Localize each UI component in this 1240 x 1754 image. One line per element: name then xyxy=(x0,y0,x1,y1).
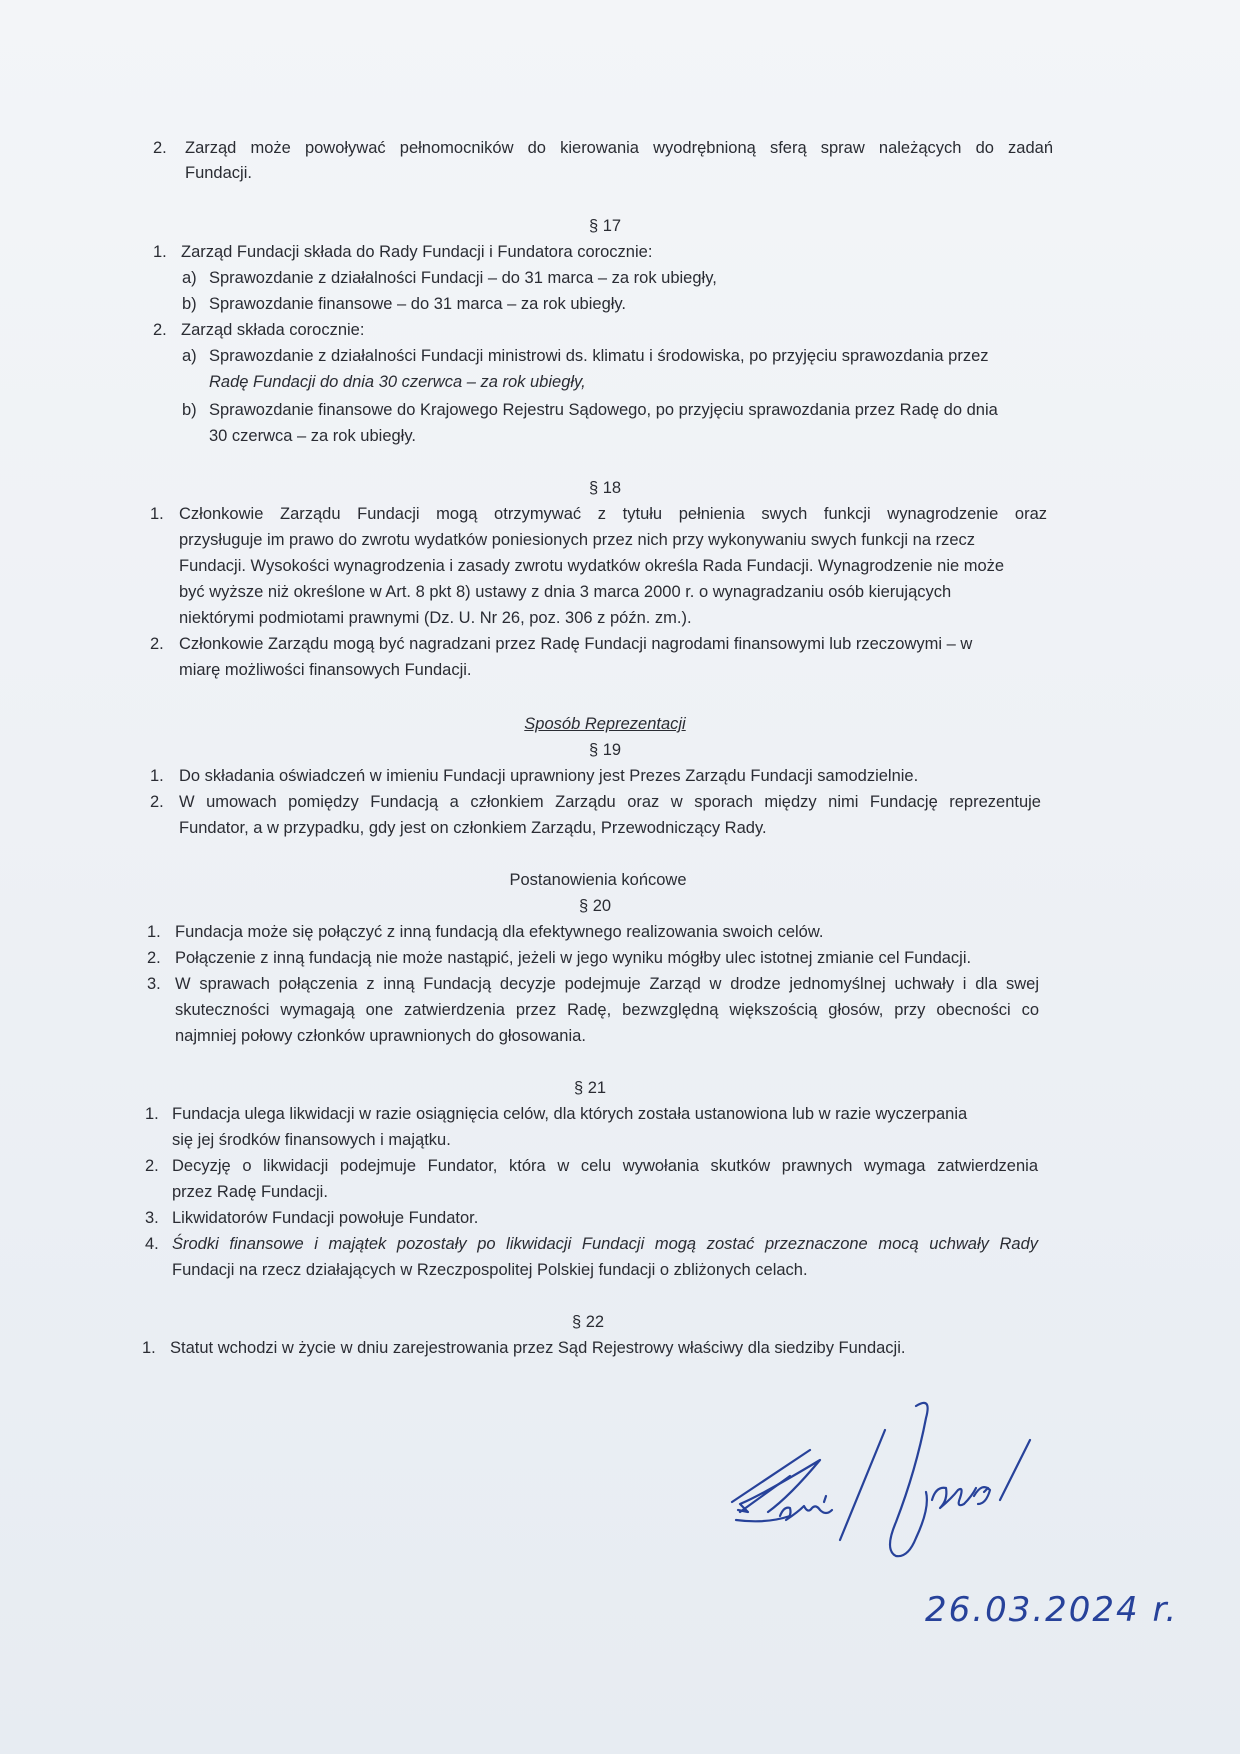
list-number: 2. xyxy=(150,793,164,811)
list-number: 1. xyxy=(145,1105,159,1123)
paragraph-line: Członkowie Zarządu mogą być nagradzani przez Radę Fundacji nagrodami finansowymi lub rzeczowymi – w xyxy=(179,635,973,653)
paragraph-line: Zarząd może powoływać pełnomocników do kierowania wyodrębnioną sferą spraw należących do zadań xyxy=(185,139,1053,157)
paragraph-line: Fundacji. Wysokości wynagrodzenia i zasady zwrotu wydatków określa Rada Fundacji. Wynagrodzenie nie może xyxy=(179,557,1005,575)
list-number: 2. xyxy=(145,1157,159,1175)
paragraph-line: 30 czerwca – za rok ubiegły. xyxy=(209,427,416,445)
list-number: 4. xyxy=(145,1235,159,1253)
list-number: 2. xyxy=(147,949,161,967)
paragraph-line: Fundacja może się połączyć z inną fundacją dla efektywnego realizowania swoich celów. xyxy=(175,923,824,941)
paragraph-line: Fundacji na rzecz działających w Rzeczpospolitej Polskiej fundacji o zbliżonych celach. xyxy=(172,1261,808,1279)
paragraph-line: być wyższe niż określone w Art. 8 pkt 8) ustawy z dnia 3 marca 2000 r. o wynagradzaniu osób kierujących xyxy=(179,583,952,601)
paragraph-line: Fundacji. xyxy=(185,164,252,182)
paragraph-line: W sprawach połączenia z inną Fundacją decyzje podejmuje Zarząd w drodze jednomyślnej uchwały i dla swej xyxy=(175,975,1039,993)
list-letter: b) xyxy=(182,401,197,419)
paragraph-line: przysługuje im prawo do zwrotu wydatków poniesionych przez nich przy wykonywaniu swych funkcji na rzecz xyxy=(179,531,976,549)
section-title: § 21 xyxy=(573,1079,607,1097)
list-number: 3. xyxy=(145,1209,159,1227)
list-letter: a) xyxy=(182,269,197,287)
list-number: 2. xyxy=(153,139,167,157)
section-title: § 18 xyxy=(588,479,622,497)
list-letter: a) xyxy=(182,347,197,365)
list-number: 1. xyxy=(147,923,161,941)
paragraph-line: przez Radę Fundacji. xyxy=(172,1183,328,1201)
list-number: 2. xyxy=(150,635,164,653)
paragraph-line: Sprawozdanie z działalności Fundacji ministrowi ds. klimatu i środowiska, po przyjęciu sprawozdania przez xyxy=(209,347,989,365)
section-title: § 19 xyxy=(588,741,622,759)
handwritten-signature xyxy=(720,1400,1080,1580)
paragraph-line: skuteczności wymagają one zatwierdzenia przez Radę, bezwzględną większością głosów, przy obecności co xyxy=(175,1001,1039,1019)
paragraph-line: W umowach pomiędzy Fundacją a członkiem Zarządu oraz w sporach między nimi Fundację reprezentuje xyxy=(179,793,1041,811)
list-number: 1. xyxy=(150,767,164,785)
paragraph-line: Radę Fundacji do dnia 30 czerwca – za rok ubiegły, xyxy=(209,373,586,391)
paragraph-line: Statut wchodzi w życie w dniu zarejestrowania przez Sąd Rejestrowy właściwy dla siedziby Fundacji. xyxy=(170,1339,906,1357)
paragraph-line: Decyzję o likwidacji podejmuje Fundator, która w celu wywołania skutków prawnych wymaga zatwierdzenia xyxy=(172,1157,1038,1175)
paragraph-line: Środki finansowe i majątek pozostały po likwidacji Fundacji mogą zostać przeznaczone mocą uchwały Rady xyxy=(172,1235,1038,1253)
section-title: § 17 xyxy=(588,217,622,235)
paragraph-line: Członkowie Zarządu Fundacji mogą otrzymywać z tytułu pełnienia swych funkcji wynagrodzenie oraz xyxy=(179,505,1047,523)
paragraph-line: Do składania oświadczeń w imieniu Fundacji uprawniony jest Prezes Zarządu Fundacji samodzielnie. xyxy=(179,767,919,785)
paragraph-line: Fundator, a w przypadku, gdy jest on członkiem Zarządu, Przewodniczący Rady. xyxy=(179,819,767,837)
paragraph-line: Sprawozdanie finansowe do Krajowego Rejestru Sądowego, po przyjęciu sprawozdania przez Radę do dnia xyxy=(209,401,998,419)
paragraph-line: Fundacja ulega likwidacji w razie osiągnięcia celów, dla których została ustanowiona lub w razie wyczerpania xyxy=(172,1105,968,1123)
list-letter: b) xyxy=(182,295,197,313)
paragraph-line: Sprawozdanie finansowe – do 31 marca – za rok ubiegły. xyxy=(209,295,627,313)
section-title: § 22 xyxy=(571,1313,605,1331)
paragraph-line: najmniej połowy członków uprawnionych do głosowania. xyxy=(175,1027,586,1045)
paragraph-line: Zarząd składa corocznie: xyxy=(181,321,365,339)
paragraph-line: miarę możliwości finansowych Fundacji. xyxy=(179,661,472,679)
list-number: 3. xyxy=(147,975,161,993)
paragraph-line: niektórymi podmiotami prawnymi (Dz. U. Nr 26, poz. 306 z późn. zm.). xyxy=(179,609,692,627)
paragraph-line: się jej środków finansowych i majątku. xyxy=(172,1131,451,1149)
section-heading: Postanowienia końcowe xyxy=(509,871,687,889)
list-number: 1. xyxy=(142,1339,156,1357)
paragraph-line: Sprawozdanie z działalności Fundacji – do 31 marca – za rok ubiegły, xyxy=(209,269,717,287)
section-heading: Sposób Reprezentacji xyxy=(524,715,686,733)
section-title: § 20 xyxy=(578,897,612,915)
paragraph-line: Zarząd Fundacji składa do Rady Fundacji i Fundatora corocznie: xyxy=(181,243,653,261)
list-number: 1. xyxy=(150,505,164,523)
paragraph-line: Likwidatorów Fundacji powołuje Fundator. xyxy=(172,1209,479,1227)
list-number: 2. xyxy=(153,321,167,339)
paragraph-line: Połączenie z inną fundacją nie może nastąpić, jeżeli w jego wyniku mógłby ulec istotnej zmianie cel Fundacji. xyxy=(175,949,972,967)
handwritten-date: 26.03.2024 r. xyxy=(925,1590,1179,1630)
list-number: 1. xyxy=(153,243,167,261)
